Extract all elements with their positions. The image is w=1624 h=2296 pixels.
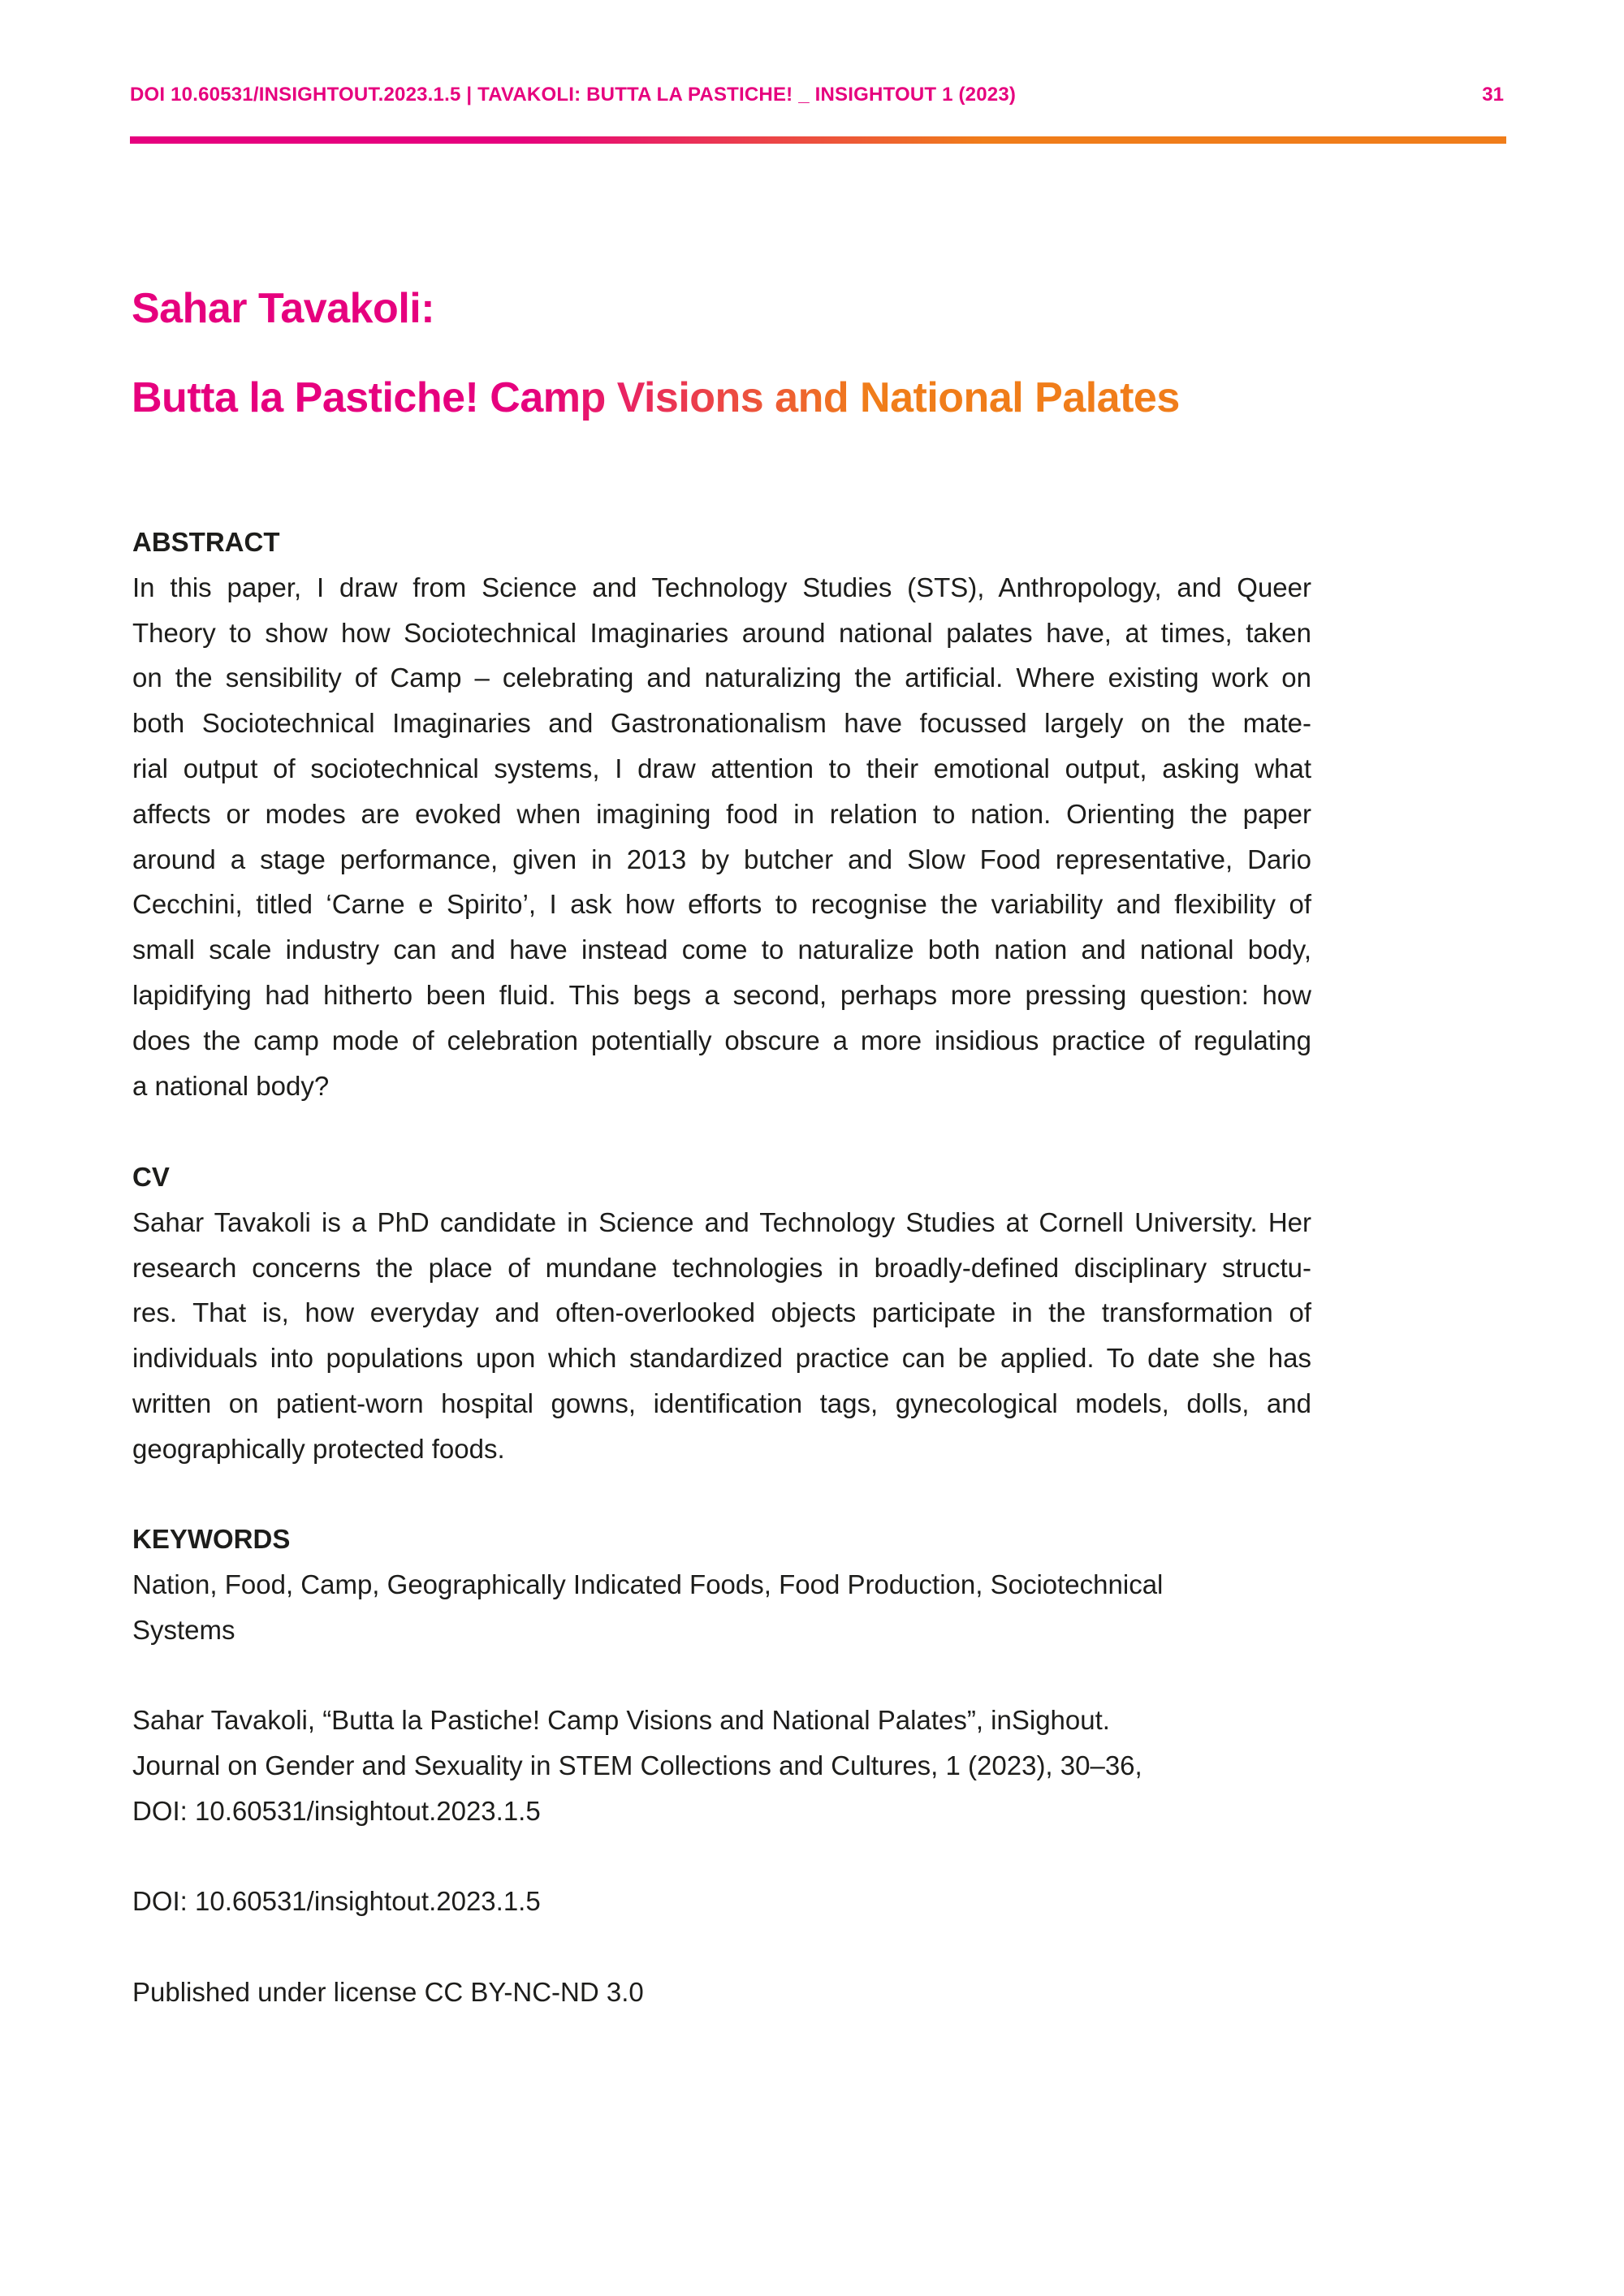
abstract-heading: ABSTRACT bbox=[132, 527, 280, 557]
text-line: Sahar Tavakoli, “Butta la Pastiche! Camp Visions and National Palates”, inSighout. bbox=[132, 1705, 1110, 1735]
abstract-section bbox=[132, 520, 1311, 1108]
text-line: res. That is, how everyday and often-overlooked objects participate in the transformation of bbox=[132, 1297, 1311, 1328]
running-header: DOI 10.60531/INSIGHTOUT.2023.1.5 | TAVAKOLI: BUTTA LA PASTICHE! _ INSIGHTOUT 1 (2023) bbox=[130, 84, 1017, 106]
citation-body bbox=[132, 1698, 1311, 1833]
cv-section bbox=[132, 1154, 1311, 1472]
abstract-body bbox=[132, 565, 1311, 1109]
text-line: both Sociotechnical Imaginaries and Gastronationalism have focussed largely on the mate- bbox=[132, 708, 1311, 739]
keywords-heading: KEYWORDS bbox=[132, 1524, 291, 1554]
text-line: DOI: 10.60531/insightout.2023.1.5 bbox=[132, 1795, 541, 1826]
keywords-body bbox=[132, 1562, 1311, 1653]
text-line: geographically protected foods. bbox=[132, 1433, 505, 1464]
text-line: Cecchini, titled ‘Carne e Spirito’, I ask how efforts to recognise the variability and flexibility of bbox=[132, 889, 1311, 920]
text-line: Systems bbox=[132, 1614, 235, 1645]
text-line: Sahar Tavakoli is a PhD candidate in Science and Technology Studies at Cornell University. Her bbox=[132, 1206, 1311, 1237]
text-line: research concerns the place of mundane technologies in broadly-defined disciplinary structu- bbox=[132, 1252, 1311, 1283]
text-line: Journal on Gender and Sexuality in STEM Collections and Cultures, 1 (2023), 30–36, bbox=[132, 1750, 1142, 1780]
text-line: individuals into populations upon which standardized practice can be applied. To date she has bbox=[132, 1343, 1311, 1374]
cv-body bbox=[132, 1200, 1311, 1472]
text-line: does the camp mode of celebration potentially obscure a more insidious practice of regulating bbox=[132, 1025, 1311, 1055]
article-title: Butta la Pastiche! Camp Visions and National Palates bbox=[132, 374, 1180, 421]
keywords-section bbox=[132, 1517, 1311, 1652]
citation-section bbox=[132, 1698, 1311, 1833]
text-line: a national body? bbox=[132, 1070, 330, 1101]
cv-heading: CV bbox=[132, 1162, 170, 1192]
text-line: Theory to show how Sociotechnical Imaginaries around national palates have, at times, taken bbox=[132, 617, 1311, 648]
doi-text: DOI: 10.60531/insightout.2023.1.5 bbox=[132, 1886, 541, 1916]
text-line: affects or modes are evoked when imagining food in relation to nation. Orienting the paper bbox=[132, 798, 1311, 829]
text-line: In this paper, I draw from Science and Technology Studies (STS), Anthropology, and Queer bbox=[132, 572, 1311, 602]
text-line: lapidifying had hitherto been fluid. This begs a second, perhaps more pressing question: how bbox=[132, 979, 1311, 1010]
article-author: Sahar Tavakoli: bbox=[132, 285, 435, 332]
text-line: on the sensibility of Camp – celebrating and naturalizing the artificial. Where existing work on bbox=[132, 662, 1311, 693]
text-line: around a stage performance, given in 2013 by butcher and Slow Food representative, Dario bbox=[132, 844, 1311, 874]
text-line: rial output of sociotechnical systems, I draw attention to their emotional output, asking what bbox=[132, 753, 1311, 783]
page-number: 31 bbox=[1482, 84, 1504, 106]
header-gradient-rule bbox=[130, 136, 1506, 144]
text-line: written on patient-worn hospital gowns, identification tags, gynecological models, dolls, and bbox=[132, 1388, 1311, 1418]
text-line: Nation, Food, Camp, Geographically Indicated Foods, Food Production, Sociotechnical bbox=[132, 1569, 1164, 1599]
license-text: Published under license CC BY-NC-ND 3.0 bbox=[132, 1977, 644, 2007]
text-line: small scale industry can and have instead come to naturalize both nation and national body, bbox=[132, 934, 1311, 965]
